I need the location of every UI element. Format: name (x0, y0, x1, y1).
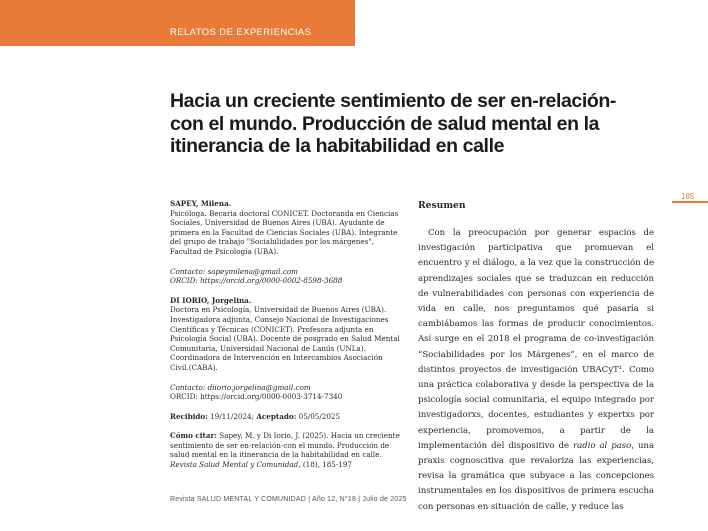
author-contact: Contacto: sapeymilena@gmail.com (170, 266, 298, 276)
article-title: Hacia un creciente sentimiento de ser en-relación-con el mundo. Producción de salud mental en la itinerancia de la habitabilidad en calle (170, 90, 616, 157)
abstract-body (418, 226, 654, 515)
page-number-rule (672, 201, 708, 203)
abstract-text-1: Con la preocupación por generar espacios de investigación participativa que promuevan el encuentro y el diálogo, a la vez que la construcción de aprendizajes sociales que se traduzcan en reducción de vulnerabilidades con personas con experiencia de vida en calle, nos preguntamos qué pasaría si cambiábamos las formas de producir conocimientos. Así surge en el 2018 el programa de co-investigación “Sociabilidades por los Márgenes”, en el marco de distintos proyectos de investigación UBACyT¹. Como una práctica colaborativa y desde la perspectiva de la psicología social comunitaria, el equipo integrado por investigadorxs, docentes, estudiantes y expertxs por experiencia, promovemos, a partir de la implementación del dispositivo de (418, 228, 654, 451)
dates (170, 412, 402, 422)
received-label: Recibido: (170, 411, 208, 421)
citation-journal: Revista Salud Mental y Comunidad, (170, 460, 301, 470)
author-name: SAPEY, Milena. (170, 199, 232, 208)
author-name: DI IORIO, Jorgelina. (170, 295, 252, 305)
author-2 (170, 296, 402, 373)
abstract-heading: Resumen (418, 200, 466, 211)
author-bio: Psicóloga. Becaria doctoral CONICET. Doctoranda en Ciencias Sociales, Universidad de Buenos Aires (UBA). Ayudante de primera en la Facultad de Ciencias Sociales (UBA). Integrante del grupo de trabajo "Sociabilidades por los márgenes", Facultad de Psicología (UBA). (170, 208, 399, 256)
author-1 (170, 199, 402, 257)
abstract-text-2: , una praxis cognoscitiva que revaloriza las experiencias, revisa la gramática que subyace a las concepciones instrumentales en los dispositivos de primera escucha con personas en situación de calle, y reduce las (418, 440, 654, 512)
accepted-label: Aceptado: (256, 411, 297, 421)
author-1-contact (170, 267, 402, 286)
author-2-contact (170, 383, 402, 402)
page-number: 185 (681, 192, 695, 201)
abstract-column (418, 200, 654, 515)
author-bio: Doctora en Psicología, Universidad de Buenos Aires (UBA). Investigadora adjunta, Consejo Nacional de Investigaciones Científicas y Técnicas (CONICET). Profesora adjunta en Psicología Social (UBA). Docente de posgrado en Salud Mental Comunitaria, Universidad Nacional de Lanús (UNLa). Coordinadora de Intervención en Intercambios Asociación Civil.(CABA). (170, 305, 400, 372)
abstract-italic-term: radio al paso (573, 440, 632, 451)
received-date: 19/11/2024; (210, 411, 255, 421)
citation (170, 431, 402, 469)
citation-label: Cómo citar: (170, 431, 217, 441)
journal-footer: Revista SALUD MENTAL Y COMUNIDAD | Año 12, N°18 | Julio de 2025 (170, 496, 407, 503)
section-label: RELATOS DE EXPERIENCIAS (170, 27, 312, 38)
author-orcid: ORCID: https://orcid.org/0000-0002-8598-3688 (170, 276, 343, 286)
citation-details: (18), 185-197 (302, 460, 353, 470)
author-contact: Contacto: diiorio.jorgelina@gmail.com (170, 382, 311, 392)
author-column (170, 199, 402, 480)
accepted-date: 05/05/2025 (298, 411, 341, 421)
citation-text: Sapey, M. y Di Iorio, J. (2025). Hacia un creciente sentimiento de ser en-relación-con el mundo. Producción de salud mental en la itinerancia de la habitabilidad en calle. (170, 431, 400, 460)
section-banner (0, 0, 355, 46)
author-orcid: ORCID: https://orcid.org/0000-0003-3714-7340 (170, 392, 343, 402)
